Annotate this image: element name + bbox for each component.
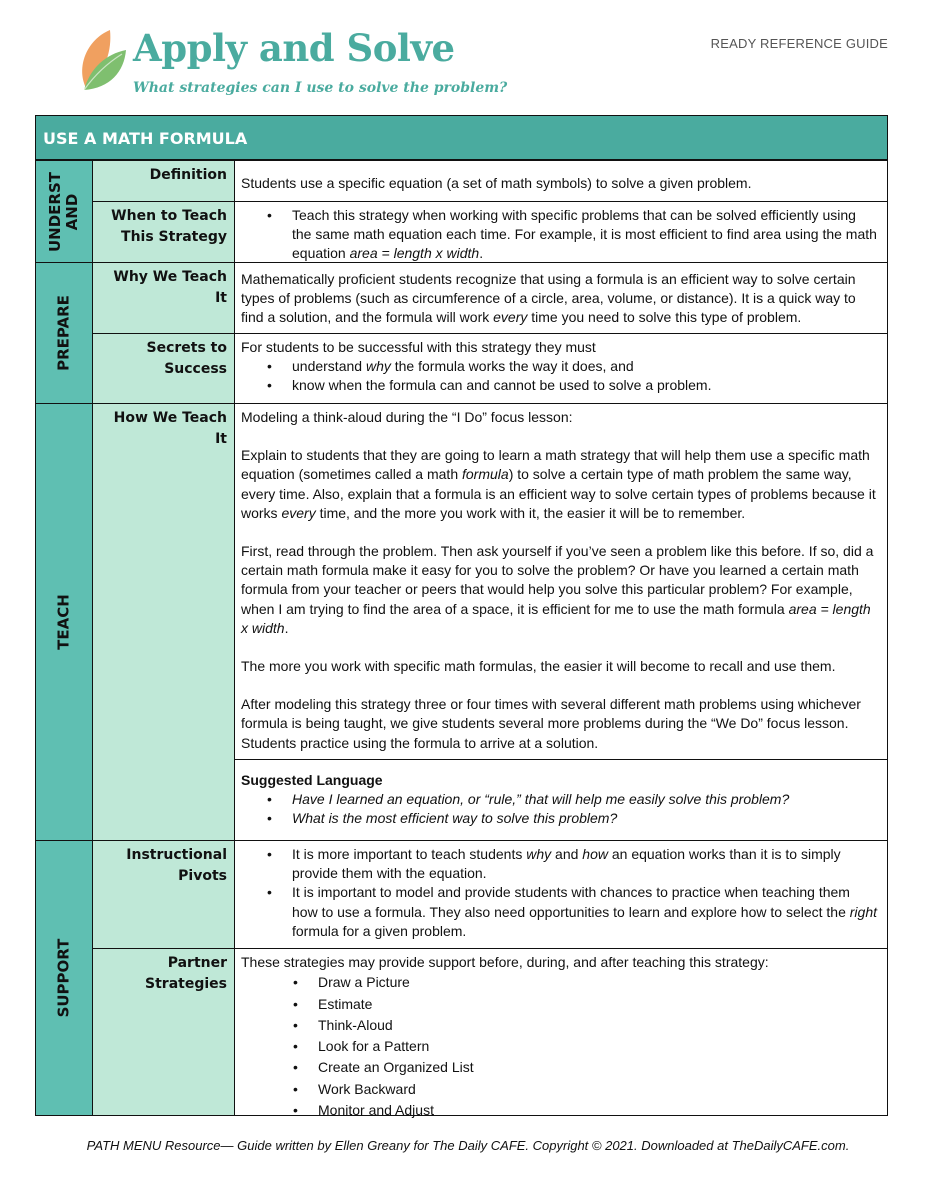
page-title: Apply and Solve [133,26,455,70]
strategy-title-band [35,115,888,160]
row-label-secrets: Secrets to Success [92,333,235,404]
list-item: • It is important to model and provide students with chances to practice when teaching them how to use a formula. They also need opportunities to learn and explore how to select the right formula for a given problem. [241,883,879,941]
secrets-intro: For students to be successful with this strategy they must [241,339,596,355]
section-understand [35,160,93,263]
strategy-title: USE A MATH FORMULA [43,129,248,148]
how-we-teach-intro: Modeling a think-aloud during the “I Do” focus lesson: [241,409,573,425]
secrets-content [234,333,888,404]
definition-text: Students use a specific equation (a set of math symbols) to solve a given problem. [241,175,752,191]
partners-content [234,948,888,1116]
section-teach [35,403,93,841]
partners-intro: These strategies may provide support before, during, and after teaching this strategy: [241,954,769,970]
footer-credit: PATH MENU Resource— Guide written by Ellen Greany for The Daily CAFE. Copyright © 2021. Downloaded at TheDailyCAFE.com. [86,1138,850,1153]
guide-label: READY REFERENCE GUIDE [710,36,888,51]
row-label-pivots: Instructional Pivots [92,840,235,949]
how-we-teach-content [234,403,888,760]
why-we-teach-content [234,262,888,334]
list-item: • Work Backward [241,1079,879,1100]
when-to-teach-list [241,206,879,264]
list-item: • What is the most efficient way to solve this problem? [241,809,879,828]
list-item: • understand why the formula works the way it does, and [241,357,879,376]
definition-content [234,160,888,202]
section-support-label: SUPPORT [54,938,73,1018]
list-item: • Look for a Pattern [241,1036,879,1057]
suggested-language-heading: Suggested Language [241,772,383,788]
section-support [35,840,93,1116]
list-item: • Think-Aloud [241,1015,879,1036]
why-we-teach-text: Mathematically proficient students recognize that using a formula is an efficient way to solve certain types of problems (such as circumference of a circle, area, volume, or distance). It is a quick way to find a solution, and the formula will work every time you need to solve this type of problem. [241,271,856,326]
list-item: • know when the formula can and cannot be used to solve a problem. [241,376,879,395]
list-item: • Draw a Picture [241,972,879,993]
secrets-list [241,357,879,395]
page-subtitle: What strategies can I use to solve the problem? [133,80,508,96]
how-we-teach-paragraph: The more you work with specific math formulas, the easier it will become to recall and use them. [241,658,836,675]
pivots-content [234,840,888,949]
row-label-definition: Definition [92,160,235,202]
list-item: • Monitor and Adjust [241,1100,879,1121]
list-item: • Estimate [241,994,879,1015]
row-label-partners: Partner Strategies [92,948,235,1116]
section-prepare [35,262,93,404]
section-prepare-label: PREPARE [54,295,73,371]
leaf-logo-icon [76,28,128,94]
how-we-teach-paragraph: After modeling this strategy three or four times with several different math problems using whichever formula is being taught, we give students several more problems during the “We Do” focus lesson. Students practice using the formula to arrive at a solution. [241,696,861,751]
when-to-teach-content [234,201,888,263]
how-we-teach-paragraph: Explain to students that they are going to learn a math strategy that will help them use a specific math equation (sometimes called a math formula) to solve a certain type of math problem the same way, every time. Also, explain that a formula is an efficient way to solve certain types of problems because it works every time, and the more you work with it, the easier it will be to remember. [241,447,876,521]
list-item: • It is more important to teach students why and how an equation works than it is to simply provide them with the equation. [241,845,879,883]
section-teach-label: TEACH [54,594,73,650]
row-label-how-we-teach: How We Teach It [92,403,235,841]
row-label-when-to-teach: When to Teach This Strategy [92,201,235,263]
pivots-list [241,845,879,941]
suggested-language-list [241,790,879,828]
suggested-language-content [234,759,888,841]
list-item: • Teach this strategy when working with specific problems that can be solved efficiently using the same math equation each time. For example, it is most efficient to find area using the math equation area = length x width. [241,206,879,264]
list-item: • Create an Organized List [241,1057,879,1078]
list-item: • Have I learned an equation, or “rule,” that will help me easily solve this problem? [241,790,879,809]
row-label-why-we-teach: Why We Teach It [92,262,235,334]
formula-text: area = length x width [349,245,480,262]
how-we-teach-paragraph: First, read through the problem. Then ask yourself if you’ve seen a problem like this before. If so, did a certain math formula make it easy for you to solve the problem? Or have you learned a certain math formula from your teacher or peers that would help you solve this particular problem? For example, when I am trying to find the area of a space, it is efficient for me to use the math formula area = length x width. [241,543,874,636]
section-understand-label: UNDERST AND [46,171,81,252]
partners-list [241,972,879,1121]
